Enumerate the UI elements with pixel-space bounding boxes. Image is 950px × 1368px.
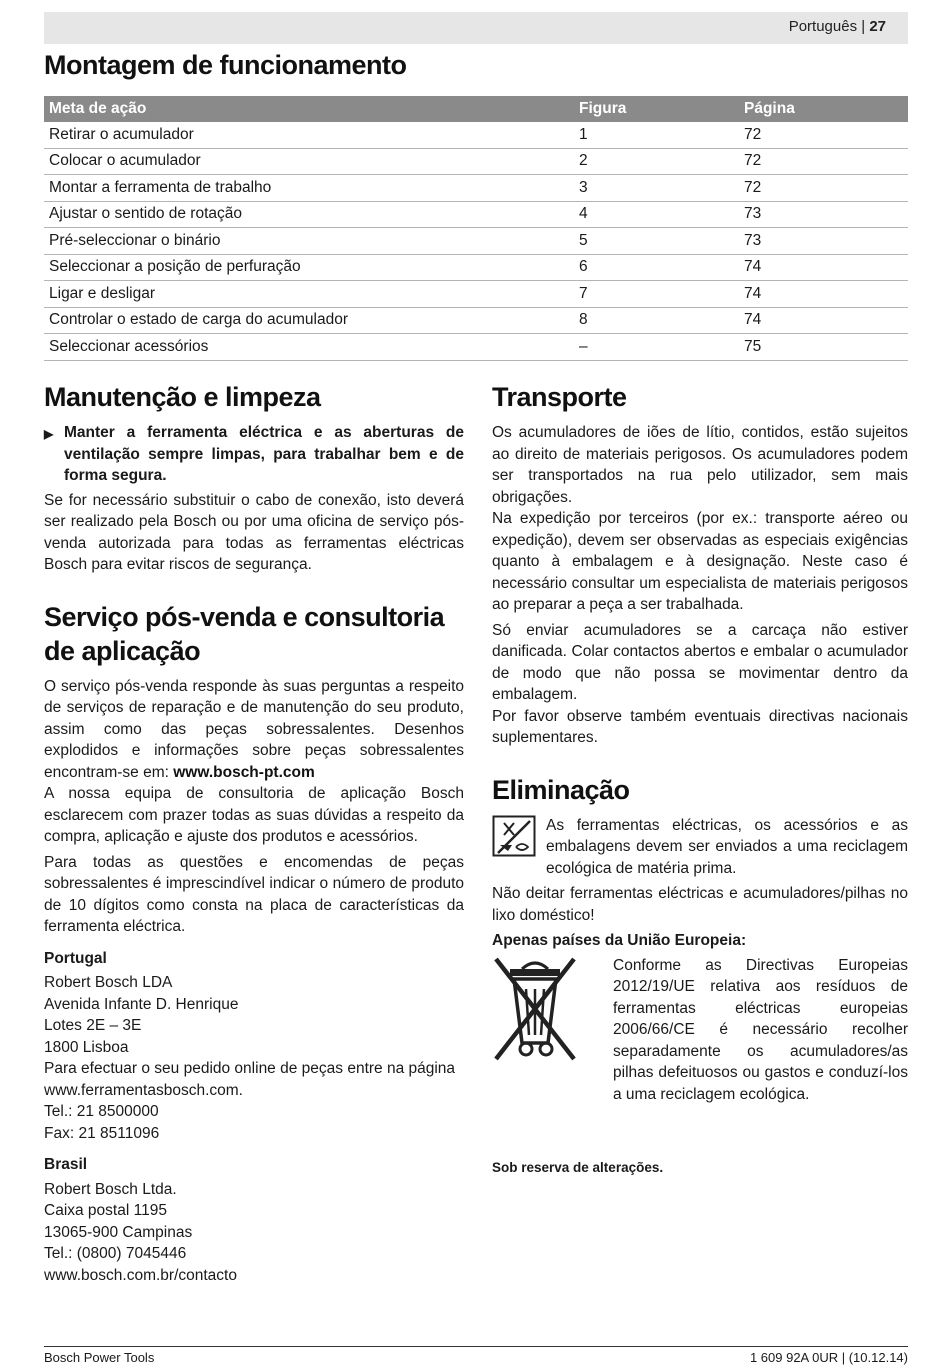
disposal-paragraph-2: Não deitar ferramentas eléctricas e acumuladores/pilhas no lixo doméstico! (492, 885, 908, 924)
service-paragraph-1 (44, 676, 464, 784)
table-cell-figure: 6 (574, 254, 739, 281)
table-cell-figure: 5 (574, 228, 739, 255)
table-row (44, 334, 908, 361)
operation-title: Montagem de funcionamento (44, 50, 407, 80)
brasil-line: Robert Bosch Ltda. (44, 1180, 177, 1198)
brasil-line: Tel.: (0800) 7045446 (44, 1245, 187, 1262)
table-cell-page: 74 (739, 281, 908, 308)
table-cell-page: 72 (739, 148, 908, 175)
portugal-line: Para efectuar o seu pedido online de peças entre na página www.ferramentasbosch.com. (44, 1060, 456, 1099)
service-paragraph-3: Para todas as questões e encomendas de peças sobressalentes é imprescindível indicar o número de produto de 10 dígitos como consta na placa de características da ferramenta eléctrica. (44, 853, 464, 935)
service-paragraph-2: A nossa equipa de consultoria de aplicação Bosch esclarecem com prazer todas as suas dúvidas a respeito da compra, aplicação e ajuste dos produtos e acessórios. (44, 785, 464, 845)
column-header-page: Página (739, 96, 908, 122)
table-cell-page: 72 (739, 175, 908, 202)
brasil-line: Caixa postal 1195 (44, 1202, 167, 1219)
table-row (44, 175, 908, 202)
table-cell-page: 75 (739, 334, 908, 361)
brasil-line: www.bosch.com.br/contacto (44, 1266, 237, 1284)
crossed-bin-icon (492, 955, 613, 1106)
table-cell-figure: 8 (574, 307, 739, 334)
table-cell-goal: Colocar o acumulador (44, 148, 574, 175)
transport-paragraph-3: Só enviar acumuladores se a carcaça não estiver danificada. Colar contactos abertos e embalar o acumulador de modo que não possa se movimentar dentro da embalagem. (492, 621, 908, 703)
table-row (44, 228, 908, 255)
table-row (44, 122, 908, 148)
right-column (492, 380, 908, 1179)
recycling-symbol-icon (492, 815, 546, 880)
footer-left: Bosch Power Tools (44, 1350, 155, 1365)
table-cell-figure: 7 (574, 281, 739, 308)
table-cell-goal: Seleccionar acessórios (44, 334, 574, 361)
portugal-heading: Portugal (44, 949, 107, 967)
maintenance-text: Se for necessário substituir o cabo de conexão, isto deverá ser realizado pela Bosch ou por uma oficina de serviço pós-venda autorizada para todas as ferramentas eléctricas Bosch para evitar riscos de segurança. (44, 491, 464, 573)
table-row (44, 201, 908, 228)
table-cell-figure: 1 (574, 122, 739, 148)
portugal-line: Fax: 21 8511096 (44, 1124, 160, 1142)
table-cell-figure: 4 (574, 201, 739, 228)
disposal-title: Eliminação (492, 774, 630, 805)
maintenance-bullet (44, 422, 464, 487)
header-language: Português (788, 18, 858, 35)
bosch-pt-link[interactable]: www.bosch-pt.com (173, 763, 315, 781)
table-header-row (44, 96, 908, 122)
weee-block (492, 955, 908, 1106)
recycling-block (492, 815, 908, 880)
table-cell-page: 73 (739, 228, 908, 255)
table-cell-goal: Montar a ferramenta de trabalho (44, 175, 574, 202)
transport-paragraph-2: Na expedição por terceiros (por ex.: transporte aéreo ou expedição), devem ser observadas as especiais exigências quanto à embalagem e à designação. Neste caso é necessário consultar um especialista de materiais perigosos ao preparar a peça a ser trabalhada. (492, 510, 908, 613)
table-row (44, 307, 908, 334)
table-cell-page: 73 (739, 201, 908, 228)
table-row (44, 254, 908, 281)
footer-divider (44, 1346, 908, 1347)
column-header-figure: Figura (574, 96, 739, 122)
header-page-number: 27 (869, 18, 886, 35)
portugal-line: Robert Bosch LDA (44, 974, 173, 991)
disposal-paragraph-3: Conforme as Directivas Europeias 2012/19/UE relativa aos resíduos de ferramentas eléctricas europeias 2006/66/CE é necessário recolher separadamente os acumuladores/as pilhas defeituosos ou gastos e conduzí-los a uma reciclagem ecológica. (613, 956, 908, 1103)
table-cell-page: 74 (739, 254, 908, 281)
transport-title: Transporte (492, 382, 627, 412)
disposal-paragraph-1: As ferramentas eléctricas, os acessórios e as embalagens devem ser enviados a uma reciclagem ecológica de matéria prima. (546, 816, 908, 877)
table-cell-goal: Retirar o acumulador (44, 122, 574, 148)
triangle-bullet-icon: ▶ (44, 427, 54, 441)
table-cell-goal: Ajustar o sentido de rotação (44, 201, 574, 228)
service-p1-text: O serviço pós-venda responde às suas perguntas a respeito de serviços de reparação e de manutenção do seu produto, assim como das peças sobressalentes. Desenhos explodidos e informações sobre peças sobressalentes encontram-se em: (44, 677, 464, 781)
table-cell-figure: – (574, 334, 739, 361)
table-row (44, 148, 908, 175)
table-cell-page: 74 (739, 307, 908, 334)
service-title: Serviço pós-venda e consultoria de aplicação (44, 601, 445, 666)
table-cell-goal: Ligar e desligar (44, 281, 574, 308)
brasil-heading: Brasil (44, 1156, 88, 1173)
brasil-line: 13065-900 Campinas (44, 1223, 193, 1241)
table-cell-figure: 3 (574, 175, 739, 202)
portugal-line: Lotes 2E – 3E (44, 1017, 142, 1034)
maintenance-bullet-text: Manter a ferramenta eléctrica e as aberturas de ventilação sempre limpas, para trabalhar bem e de forma segura. (64, 424, 464, 484)
portugal-line: Avenida Infante D. Henrique (44, 995, 239, 1013)
column-header-goal: Meta de ação (44, 96, 574, 122)
table-cell-goal: Controlar o estado de carga do acumulador (44, 307, 574, 334)
table-row (44, 281, 908, 308)
page-number: Português | 27 (788, 18, 886, 35)
table-cell-figure: 2 (574, 148, 739, 175)
page-header (44, 12, 908, 44)
table-cell-goal: Seleccionar a posição de perfuração (44, 254, 574, 281)
portugal-line: 1800 Lisboa (44, 1038, 129, 1056)
maintenance-title: Manutenção e limpeza (44, 382, 321, 412)
portugal-line: Tel.: 21 8500000 (44, 1103, 159, 1120)
table-cell-page: 72 (739, 122, 908, 148)
eu-heading: Apenas países da União Europeia: (492, 932, 747, 949)
left-column (44, 380, 464, 1286)
transport-paragraph-4: Por favor observe também eventuais directivas nacionais suplementares. (492, 707, 908, 746)
reserve-note: Sob reserva de alterações. (492, 1160, 664, 1175)
footer-right: 1 609 92A 0UR | (10.12.14) (749, 1350, 908, 1365)
transport-paragraph-1: Os acumuladores de iões de lítio, contidos, estão sujeitos ao direito de materiais perigosos. Os acumuladores podem ser transportados na rua pelo utilizador, sem mais obrigações. (492, 424, 908, 506)
operation-table (44, 96, 908, 361)
table-cell-goal: Pré-seleccionar o binário (44, 228, 574, 255)
